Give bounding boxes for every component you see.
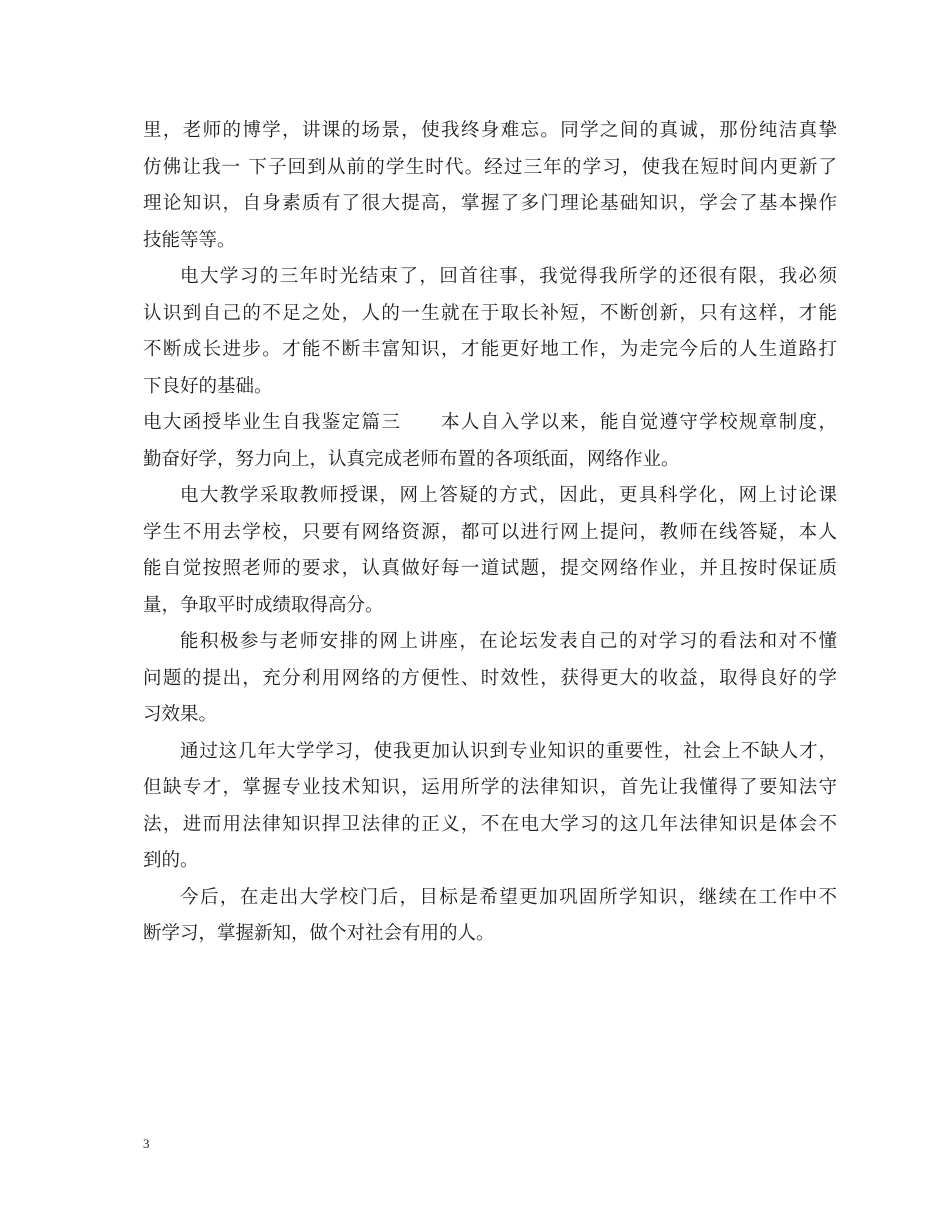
text-line: 到的。 — [143, 850, 199, 871]
text-line: 仿佛让我一 下子回到从前的学生时代。经过三年的学习，使我在短时间内更新了 — [143, 156, 837, 178]
paragraph-3-section-heading — [143, 405, 837, 478]
text-line: 电大教学采取教师授课，网上答疑的方式，因此，更具科学化，网上讨论课 — [180, 485, 837, 506]
text-line: 电大学习的三年时光结束了，回首往事，我觉得我所学的还很有限，我必须 — [180, 266, 837, 287]
paragraph-1 — [143, 113, 837, 259]
document-body — [143, 113, 837, 953]
text-line: 问题的提出，充分利用网络的方便性、时效性，获得更大的收益，取得良好的学 — [143, 667, 837, 689]
paragraph-4 — [143, 478, 837, 624]
text-line: 认识到自己的不足之处，人的一生就在于取长补短，不断创新，只有这样，才能 — [143, 302, 837, 324]
text-line: 能自觉按照老师的要求，认真做好每一道试题，提交网络作业，并且按时保证质 — [143, 558, 837, 579]
page-number: 3 — [143, 1136, 150, 1151]
text-line: 理论知识，自身素质有了很大提高，掌握了多门理论基础知识，学会了基本操作 — [143, 193, 837, 214]
paragraph-5 — [143, 624, 837, 734]
paragraph-6 — [143, 734, 837, 880]
text-line: 量，争取平时成绩取得高分。 — [143, 594, 384, 616]
text-line: 但缺专才，掌握专业技术知识，运用所学的法律知识，首先让我懂得了要知法守 — [143, 777, 837, 798]
text-line: 勤奋好学，努力向上，认真完成老师布置的各项纸面，网络作业。 — [143, 448, 680, 470]
text-line: 习效果。 — [143, 704, 218, 725]
text-line: 里，老师的博学，讲课的场景，使我终身难忘。同学之间的真诚，那份纯洁真挚 — [143, 120, 837, 141]
paragraph-2 — [143, 259, 837, 405]
text-line: 能积极参与老师安排的网上讲座，在论坛发表自己的对学习的看法和对不懂 — [180, 631, 837, 652]
text-line: 通过这几年大学学习，使我更加认识到专业知识的重要性，社会上不缺人才， — [180, 740, 837, 762]
paragraph-7 — [143, 880, 837, 953]
text-line: 法，进而用法律知识捍卫法律的正义，不在电大学习的这几年法律知识是体会不 — [143, 813, 837, 835]
text-line: 技能等等。 — [143, 229, 236, 251]
text-line: 断学习，掌握新知，做个对社会有用的人。 — [143, 923, 495, 944]
text-line: 今后，在走出大学校门后，目标是希望更加巩固所学知识，继续在工作中不 — [180, 886, 837, 908]
text-line: 电大函授毕业生自我鉴定篇三 本人自入学以来，能自觉遵守学校规章制度， — [143, 412, 837, 433]
text-line: 下良好的基础。 — [143, 375, 273, 397]
text-line: 学生不用去学校，只要有网络资源，都可以进行网上提问，教师在线答疑，本人 — [143, 521, 837, 543]
text-line: 不断成长进步。才能不断丰富知识，才能更好地工作，为走完今后的人生道路打 — [143, 339, 837, 360]
